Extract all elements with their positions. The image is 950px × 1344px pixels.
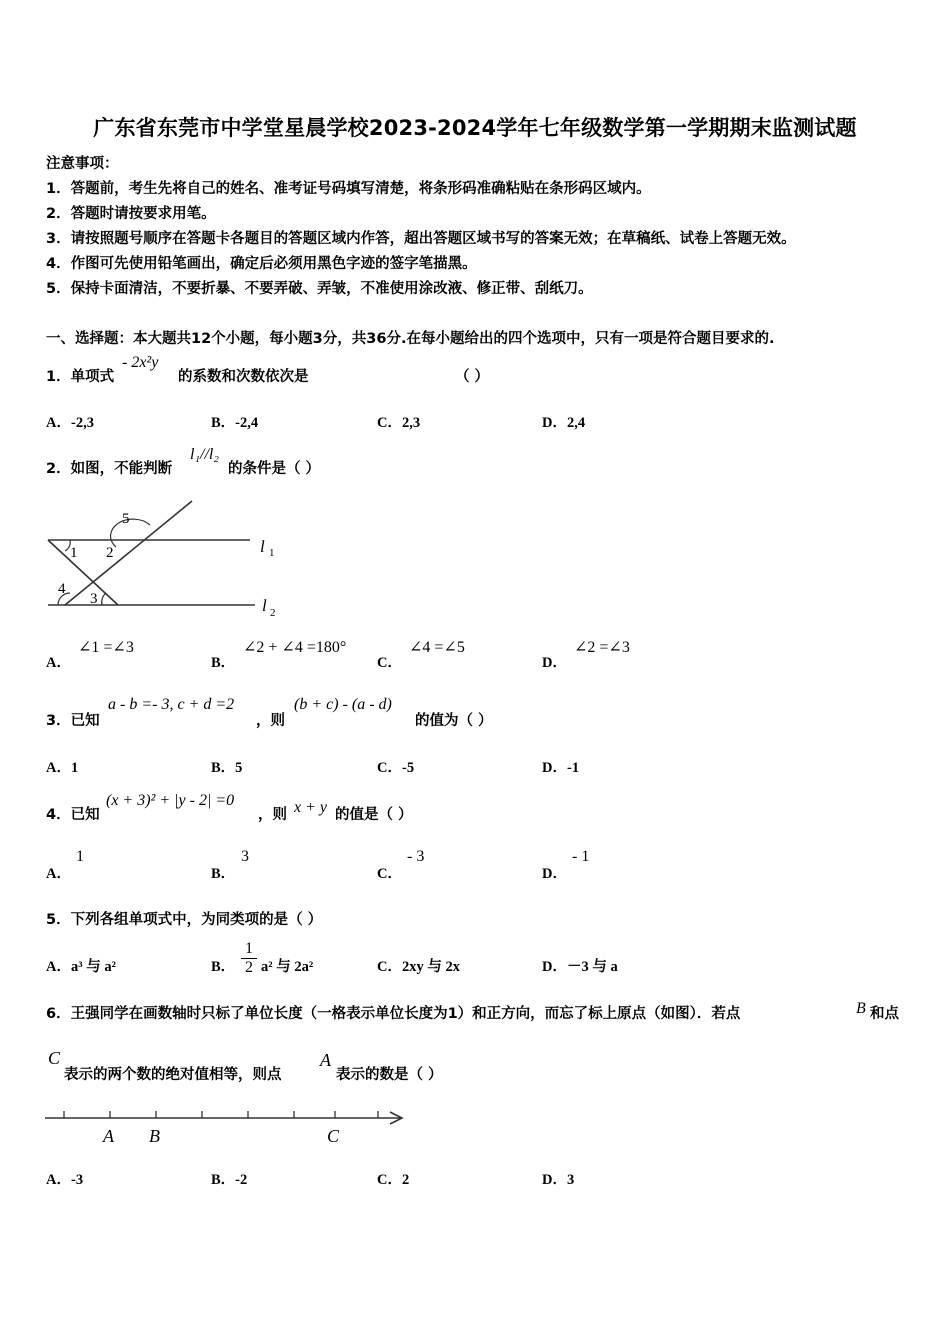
q2-stem-pre: 2．如图，不能判断	[46, 461, 173, 477]
q5-stem: 5．下列各组单项式中，为同类项的是（ ）	[46, 912, 323, 928]
q5-option-b-fraction: 1 2	[241, 940, 257, 977]
q4-option-c-math: - 3	[407, 848, 425, 865]
q3-stem-mid: ，则	[256, 713, 285, 729]
number-line-figure	[40, 1098, 420, 1148]
q1-option-b[interactable]: B．-2,4	[211, 415, 259, 431]
q4-option-d[interactable]: D．	[542, 866, 567, 882]
q2-math: l₁//l₂	[190, 446, 219, 463]
angle-label: 5	[122, 511, 130, 527]
q1-option-d[interactable]: D．2,4	[542, 415, 586, 431]
q1-stem-post: 的系数和次数依次是	[178, 369, 309, 385]
angle-label: 2	[106, 545, 114, 561]
q1-option-c[interactable]: C．2,3	[377, 415, 421, 431]
q4-math-1: (x + 3)² + |y - 2| =0	[106, 792, 235, 809]
notice-item: 4．作图可先使用铅笔画出，确定后必须用黑色字迹的签字笔描黑。	[46, 256, 477, 272]
notice-item: 2．答题时请按要求用笔。	[46, 206, 216, 222]
q2-option-d[interactable]: D．	[542, 655, 567, 671]
q2-option-a[interactable]: A．	[46, 655, 71, 671]
q1-math: - 2x²y	[122, 354, 159, 371]
q1-option-a[interactable]: A．-2,3	[46, 415, 94, 431]
q4-option-a-math: 1	[76, 848, 84, 865]
notice-item: 1．答题前，考生先将自己的姓名、准考证号码填写清楚，将条形码准确粘贴在条形码区域内。	[46, 181, 651, 197]
q4-stem-post: 的值是（ ）	[335, 807, 413, 823]
q4-math-2: x + y	[294, 799, 327, 816]
parallel-lines-figure	[40, 495, 290, 620]
q2-option-c-math: ∠4 =∠5	[409, 639, 465, 656]
q4-stem-pre: 4．已知	[46, 807, 100, 823]
axis-point-label: C	[327, 1126, 340, 1146]
q6-option-c[interactable]: C．2	[377, 1172, 410, 1188]
q6-stem-and: 和点	[870, 1006, 899, 1022]
line-label: l	[262, 596, 267, 615]
q3-math-2: (b + c) - (a - d)	[294, 696, 392, 713]
axis-point-label: B	[149, 1126, 160, 1146]
q4-option-d-math: - 1	[572, 848, 590, 865]
axis-point-label: A	[103, 1126, 114, 1146]
q4-option-c[interactable]: C．	[377, 866, 402, 882]
q3-option-c[interactable]: C．-5	[377, 760, 415, 776]
q2-option-c[interactable]: C．	[377, 655, 402, 671]
q5-option-b-text: a² 与 2a²	[261, 959, 314, 975]
q6-point-b: B	[856, 1000, 866, 1017]
q2-option-b[interactable]: B．	[211, 655, 236, 671]
q6-stem-line2a: 表示的两个数的绝对值相等，则点	[64, 1067, 282, 1083]
q1-stem-pre: 1．单项式	[46, 369, 115, 385]
q3-stem-pre: 3．已知	[46, 713, 100, 729]
q3-stem-post: 的值为（ ）	[415, 713, 493, 729]
q2-stem-post: 的条件是（ ）	[228, 461, 321, 477]
q6-stem-line2b: 表示的数是（ ）	[336, 1067, 443, 1083]
q6-option-d[interactable]: D．3	[542, 1172, 575, 1188]
q6-point-c: C	[48, 1048, 61, 1068]
q1-paren: （ ）	[455, 369, 490, 385]
angle-label: 4	[58, 581, 66, 597]
line-label: l	[260, 537, 265, 556]
q2-option-a-math: ∠1 =∠3	[78, 639, 134, 656]
section-heading: 一、选择题：本大题共12个小题，每小题3分，共36分.在每小题给出的四个选项中，只有一项是符合题目要求的.	[46, 331, 775, 347]
q6-option-b[interactable]: B．-2	[211, 1172, 248, 1188]
line-label-sub: 2	[270, 607, 276, 619]
q5-option-c[interactable]: C．2xy 与 2x	[377, 959, 460, 975]
notice-item: 5．保持卡面清洁，不要折暴、不要弄破、弄皱，不准使用涂改液、修正带、刮纸刀。	[46, 281, 593, 297]
q5-option-b[interactable]: B．	[211, 959, 236, 975]
q4-option-b[interactable]: B．	[211, 866, 236, 882]
q4-stem-mid: ，则	[258, 807, 287, 823]
q3-math-1: a - b =- 3, c + d =2	[108, 696, 235, 713]
q2-option-d-math: ∠2 =∠3	[574, 639, 630, 656]
q6-option-a[interactable]: A．-3	[46, 1172, 84, 1188]
q5-option-a[interactable]: A．a³ 与 a²	[46, 959, 116, 975]
q3-option-d[interactable]: D．-1	[542, 760, 580, 776]
q3-option-b[interactable]: B．5	[211, 760, 243, 776]
q2-option-b-math: ∠2 + ∠4 =180°	[243, 639, 347, 656]
page-title: 广东省东莞市中学堂星晨学校2023-2024学年七年级数学第一学期期末监测试题	[93, 116, 857, 140]
angle-label: 3	[90, 591, 98, 607]
q5-option-d[interactable]: D．－3 与 a	[542, 959, 618, 975]
q3-option-a[interactable]: A．1	[46, 760, 79, 776]
line-label-sub: 1	[269, 547, 275, 559]
notice-item: 3．请按照题号顺序在答题卡各题目的答题区域内作答，超出答题区域书写的答案无效；在草稿纸、试卷上答题无效。	[46, 231, 796, 247]
notice-heading: 注意事项：	[46, 156, 119, 172]
q6-point-a: A	[320, 1050, 331, 1070]
angle-label: 1	[70, 545, 78, 561]
q6-stem-line1: 6．王强同学在画数轴时只标了单位长度（一格表示单位长度为1）和正方向，而忘了标上原点（如图）．若点	[46, 1006, 741, 1022]
q4-option-b-math: 3	[241, 848, 249, 865]
q4-option-a[interactable]: A．	[46, 866, 71, 882]
